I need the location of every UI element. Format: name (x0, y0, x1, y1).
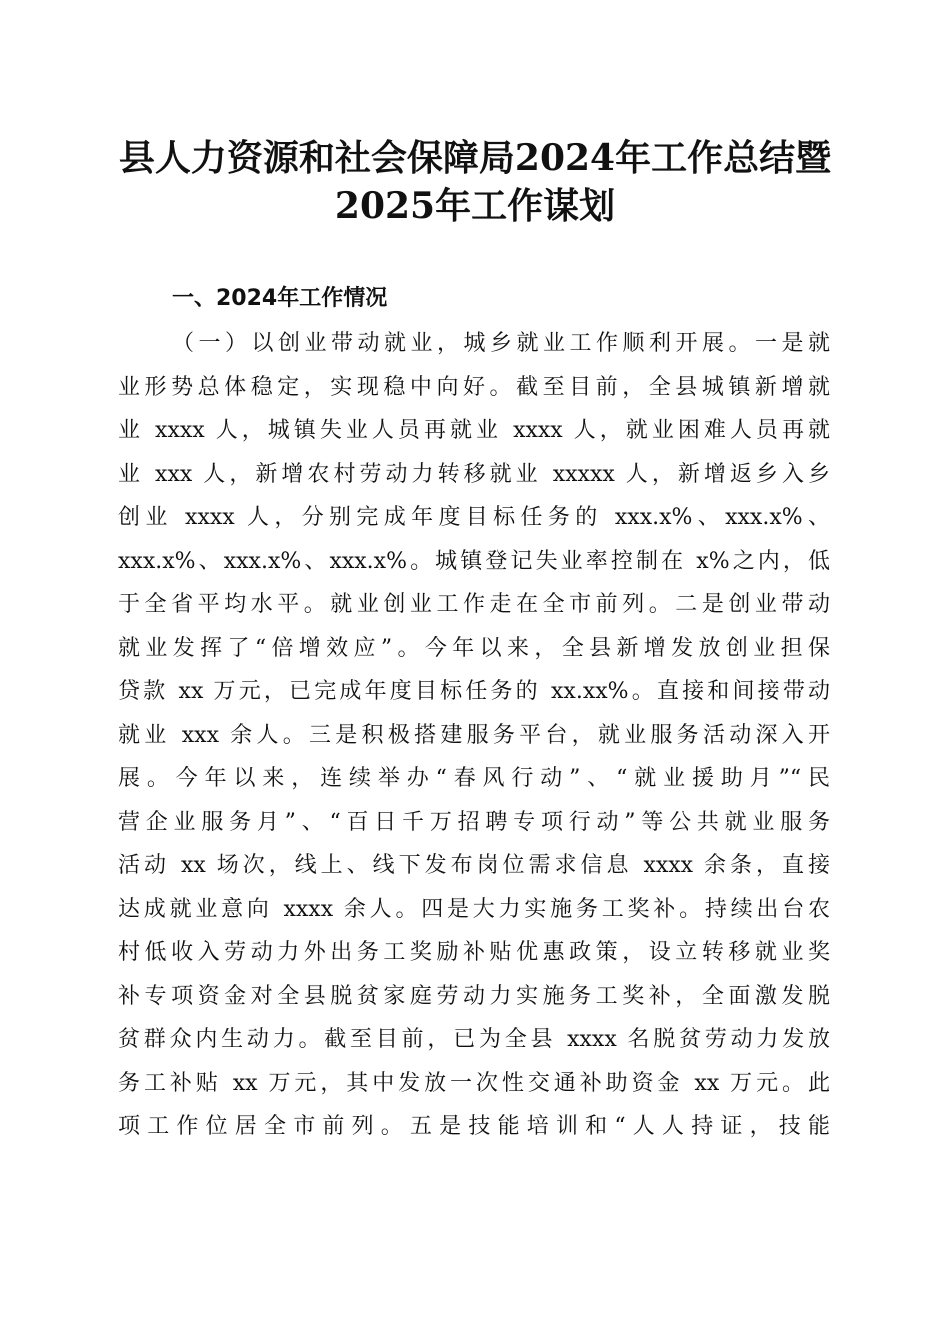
title-line-2: 2025年工作谋划 (334, 185, 616, 227)
paragraph-line: 补专项资金对全县脱贫家庭劳动力实施务工奖补，全面激发脱 (118, 983, 830, 1009)
paragraph-line: 业形势总体稳定，实现稳中向好。截至目前，全县城镇新增就 (118, 374, 830, 400)
paragraph-line: 营企业服务月”、“百日千万招聘专项行动”等公共就业服务 (118, 809, 830, 835)
paragraph-line: 创业 xxxx 人，分别完成年度目标任务的 xxx.x%、xxx.x%、 (118, 505, 830, 530)
paragraph-line: 于全省平均水平。就业创业工作走在全市前列。二是创业带动 (118, 592, 830, 617)
paragraph-line: 活动 xx 场次，线上、线下发布岗位需求信息 xxxx 余条，直接 (118, 853, 830, 878)
section-heading: 一、2024年工作情况 (172, 286, 388, 311)
paragraph-line: 贷款 xx 万元，已完成年度目标任务的 xx.xx%。直接和间接带动 (118, 679, 830, 704)
paragraph-line: 贫群众内生动力。截至目前，已为全县 xxxx 名脱贫劳动力发放 (118, 1027, 830, 1052)
paragraph-line: 村低收入劳动力外出务工奖励补贴优惠政策，设立转移就业奖 (118, 940, 830, 965)
paragraph-line: （一）以创业带动就业，城乡就业工作顺利开展。一是就 (172, 331, 830, 356)
paragraph-line: 业 xxx 人，新增农村劳动力转移就业 xxxxx 人，新增返乡入乡 (118, 461, 830, 487)
paragraph-line: 就业 xxx 余人。三是积极搭建服务平台，就业服务活动深入开 (118, 722, 830, 748)
paragraph-line: 展。今年以来，连续举办“春风行动”、“就业援助月”“民 (118, 766, 830, 791)
paragraph-line: 就业发挥了“倍增效应”。今年以来，全县新增发放创业担保 (118, 635, 830, 661)
body-paragraph (118, 322, 830, 1149)
paragraph-line: 项工作位居全市前列。五是技能培训和“人人持证，技能 (118, 1114, 830, 1139)
document-title (0, 134, 950, 230)
paragraph-line: 务工补贴 xx 万元，其中发放一次性交通补助资金 xx 万元。此 (118, 1070, 830, 1096)
paragraph-line: 业 xxxx 人，城镇失业人员再就业 xxxx 人，就业困难人员再就 (118, 418, 830, 443)
paragraph-line: xxx.x%、xxx.x%、xxx.x%。城镇登记失业率控制在 x%之内，低 (118, 548, 830, 574)
paragraph-line: 达成就业意向 xxxx 余人。四是大力实施务工奖补。持续出台农 (118, 896, 830, 922)
title-line-1: 县人力资源和社会保障局2024年工作总结暨 (118, 137, 832, 179)
